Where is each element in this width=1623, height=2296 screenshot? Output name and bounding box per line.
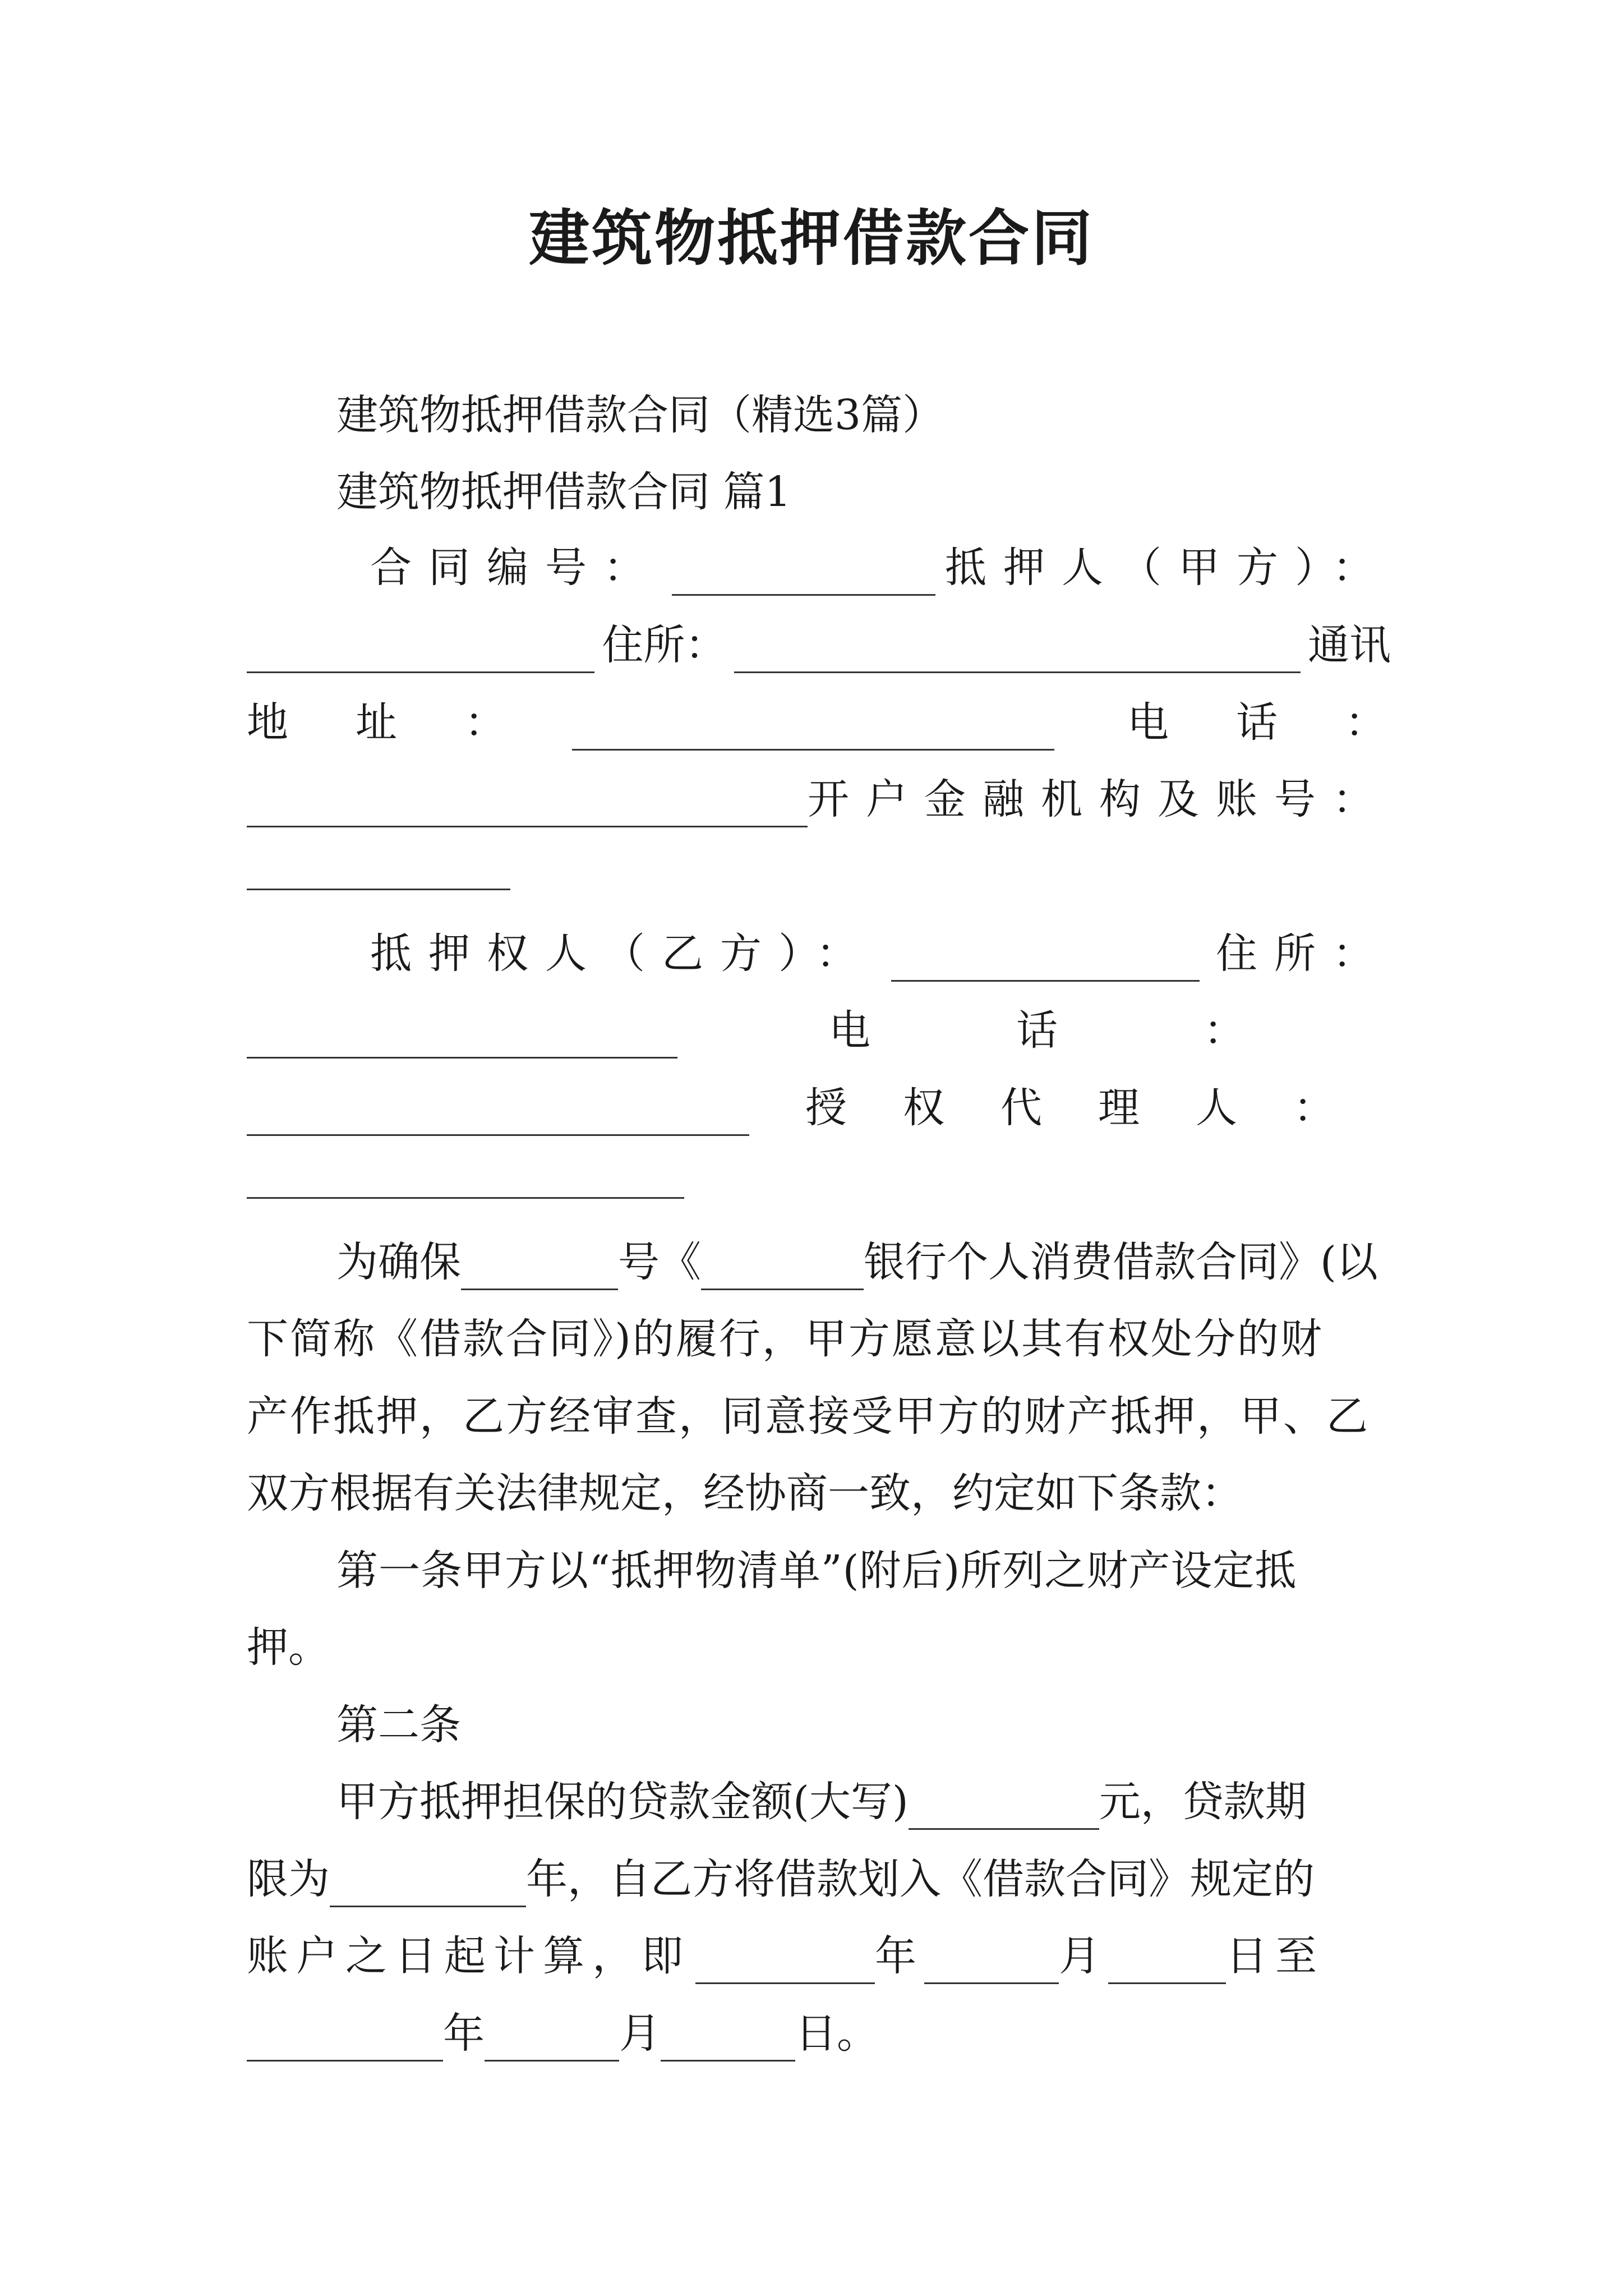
address-phone-line bbox=[247, 694, 1454, 751]
bank-blank-line bbox=[247, 848, 1391, 904]
subtitle: 建筑物抵押借款合同（精选3篇） bbox=[336, 391, 944, 439]
start-day-label: 日至 bbox=[1226, 1932, 1325, 1980]
mortgagee-phone-line bbox=[247, 1002, 1391, 1059]
article2-text-c: 限为 bbox=[247, 1855, 330, 1903]
article2-text-d: 年，自乙方将借款划入《借款合同》规定的 bbox=[526, 1855, 1315, 1903]
para1-line2: 下简称《借款合同》)的履行，甲方愿意以其有权处分的财 bbox=[247, 1315, 1324, 1363]
address-blank[interactable] bbox=[572, 710, 1054, 751]
end-day-label: 日。 bbox=[795, 2009, 878, 2058]
para1-text-a: 为确保 bbox=[336, 1238, 461, 1286]
agent-blank-line bbox=[247, 1157, 1391, 1213]
para1-text-c: 银行个人消费借款合同》(以 bbox=[864, 1238, 1378, 1286]
phone-label: 电话： bbox=[1127, 698, 1454, 747]
bank-blank[interactable] bbox=[247, 849, 510, 890]
article1-line1: 第一条甲方以“抵押物清单”(附后)所列之财产设定抵 bbox=[336, 1547, 1297, 1595]
contract-number-blank[interactable] bbox=[461, 1249, 618, 1290]
end-day-blank[interactable] bbox=[661, 2021, 795, 2062]
contract-header-line bbox=[370, 540, 1391, 596]
bank-line bbox=[247, 771, 1391, 827]
article2-line2 bbox=[247, 1851, 1391, 1907]
start-month-blank[interactable] bbox=[924, 1943, 1059, 1984]
mortgagee-label: 抵押权人（乙方）： bbox=[370, 930, 874, 978]
mortgagor-label: 抵押人（甲方）： bbox=[945, 544, 1391, 592]
end-month-label: 月 bbox=[619, 2009, 661, 2058]
comm-label: 通讯 bbox=[1307, 621, 1391, 669]
address-label: 地址： bbox=[247, 698, 573, 747]
article2-text-e: 账户之日起计算，即 bbox=[247, 1932, 691, 1980]
residence-blank[interactable] bbox=[734, 632, 1301, 673]
contract-no-label: 合同编号： bbox=[370, 544, 662, 592]
para1-line3: 产作抵押，乙方经审查，同意接受甲方的财产抵押，甲、乙 bbox=[247, 1392, 1370, 1441]
agent-blank[interactable] bbox=[247, 1158, 684, 1199]
phone-blank[interactable] bbox=[247, 786, 808, 827]
article2-title: 第二条 bbox=[336, 1701, 461, 1749]
agent-label: 授权代理人： bbox=[805, 1084, 1391, 1132]
article2-line1 bbox=[336, 1774, 1391, 1830]
end-year-label: 年 bbox=[443, 2009, 485, 2058]
start-month-label: 月 bbox=[1059, 1932, 1108, 1980]
start-day-blank[interactable] bbox=[1108, 1943, 1226, 1984]
end-year-blank[interactable] bbox=[247, 2021, 443, 2062]
mortgagee-blank[interactable] bbox=[891, 941, 1200, 982]
start-year-label: 年 bbox=[875, 1932, 924, 1980]
phone2-label: 电话： bbox=[829, 1006, 1391, 1055]
residence2-label: 住所： bbox=[1216, 930, 1391, 978]
residence-label: 住所： bbox=[602, 621, 727, 669]
article2-text-a: 甲方抵押担保的贷款金额(大写) bbox=[336, 1778, 909, 1826]
start-year-blank[interactable] bbox=[695, 1943, 875, 1984]
end-month-blank[interactable] bbox=[485, 2021, 619, 2062]
loan-amount-blank[interactable] bbox=[909, 1789, 1099, 1830]
para1-line1 bbox=[336, 1234, 1391, 1290]
contract-no-blank[interactable] bbox=[672, 555, 935, 596]
para1-text-b: 号《 bbox=[618, 1238, 701, 1286]
phone2-blank[interactable] bbox=[247, 1095, 749, 1136]
bank-label: 开户金融机构及账号： bbox=[808, 775, 1391, 823]
document-title: 建筑物抵押借款合同 bbox=[528, 203, 1094, 274]
bank-name-blank[interactable] bbox=[701, 1249, 864, 1290]
article2-line4 bbox=[247, 2005, 1391, 2062]
mortgagor-residence-line bbox=[247, 617, 1391, 673]
article2-text-b: 元，贷款期 bbox=[1099, 1778, 1307, 1826]
mortgagee-line bbox=[370, 926, 1391, 982]
article1-line2: 押。 bbox=[247, 1623, 330, 1672]
article2-line3 bbox=[247, 1928, 1391, 1984]
mortgagor-name-blank[interactable] bbox=[247, 632, 594, 673]
section-heading: 建筑物抵押借款合同 篇1 bbox=[336, 468, 791, 516]
residence2-blank[interactable] bbox=[247, 1018, 677, 1059]
para1-line4: 双方根据有关法律规定，经协商一致，约定如下条款： bbox=[247, 1469, 1243, 1517]
agent-line bbox=[247, 1080, 1391, 1136]
loan-term-blank[interactable] bbox=[330, 1866, 526, 1907]
